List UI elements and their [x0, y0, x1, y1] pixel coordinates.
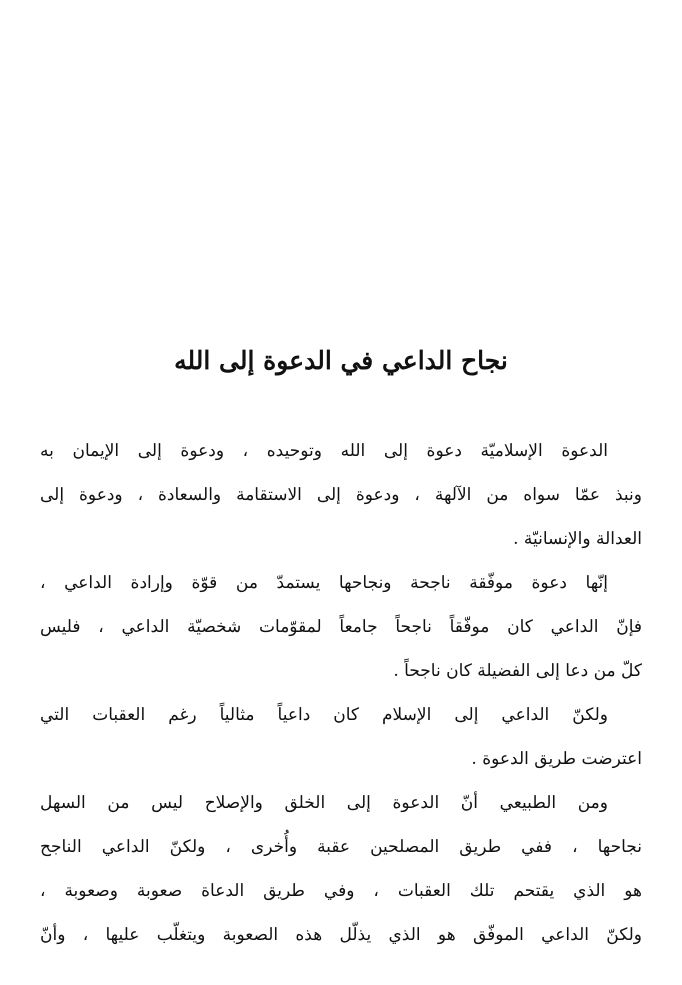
text-line: ولكنّ الداعي الموفّق هو الذي يذلّل هذه الصعوبة ويتغلّب عليها ، وأنّ [40, 925, 642, 945]
body-text [40, 429, 642, 957]
text-line: ونبذ عمّا سواه من الآلهة ، ودعوة إلى الاستقامة والسعادة ، ودعوة إلى [40, 485, 642, 505]
text-line: اعترضت طريق الدعوة . [471, 749, 642, 769]
text-line: كلّ من دعا إلى الفضيلة كان ناجحاً . [393, 661, 642, 681]
text-line: هو الذي يقتحم تلك العقبات ، وفي طريق الدعاة صعوبة وصعوبة ، [40, 881, 642, 901]
text-line: العدالة والإنسانيّة . [513, 529, 642, 549]
text-line: الدعوة الإسلاميّة دعوة إلى الله وتوحيده ، ودعوة إلى الإيمان به [40, 441, 608, 461]
text-line: نجاحها ، ففي طريق المصلحين عقبة وأُخرى ، ولكنّ الداعي الناجح [40, 837, 642, 857]
text-line: ومن الطبيعي أنّ الدعوة إلى الخلق والإصلاح ليس من السهل [40, 793, 608, 813]
text-line: ولكنّ الداعي إلى الإسلام كان داعياً مثالياً رغم العقبات التي [40, 705, 608, 725]
page-title: نجاح الداعي في الدعوة إلى الله [174, 346, 508, 375]
text-line: إنّها دعوة موفّقة ناجحة ونجاحها يستمدّ من قوّة وإرادة الداعي ، [40, 573, 608, 593]
text-line: فإنّ الداعي كان موفّقاً ناجحاً جامعاً لمقوّمات شخصيّة الداعي ، فليس [40, 617, 642, 637]
